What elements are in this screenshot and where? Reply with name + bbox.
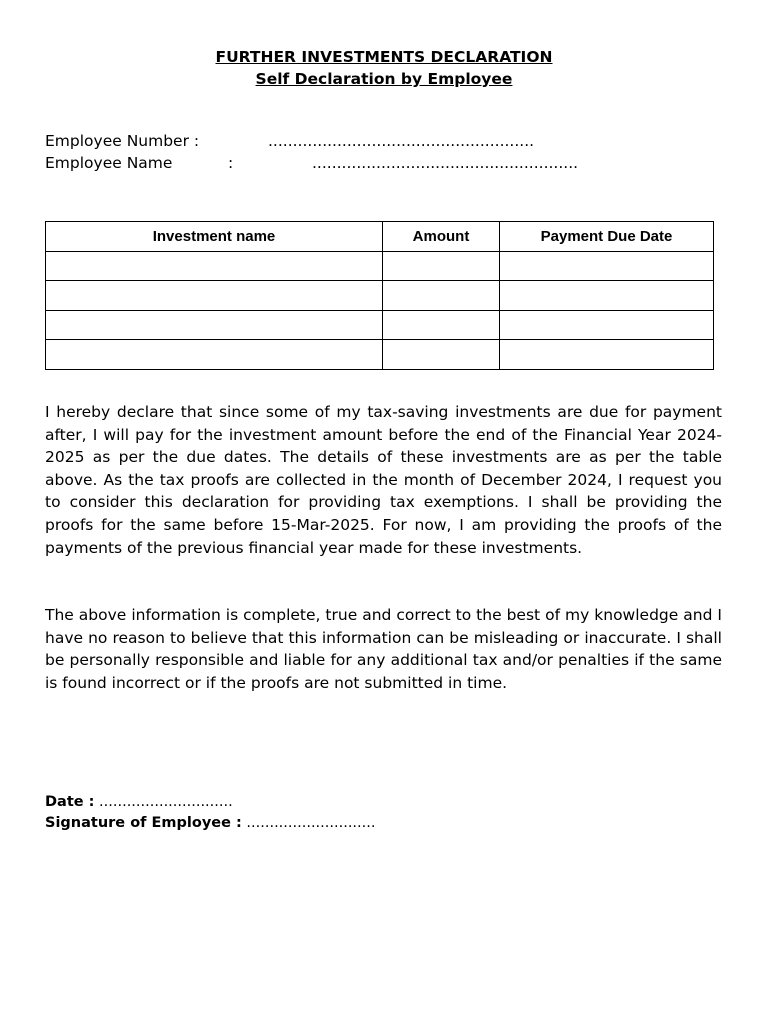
payment-due-date-cell[interactable] [500, 340, 714, 370]
payment-due-date-cell[interactable] [500, 281, 714, 311]
document-subtitle: Self Declaration by Employee [255, 70, 513, 88]
amount-cell[interactable] [383, 310, 500, 340]
employee-number-field[interactable]: ...................................................... [268, 132, 535, 150]
responsibility-paragraph: The above information is complete, true and correct to the best of my knowledge and I have no reason to believe that this information can be misleading or inaccurate. I shall be personally responsible and liable for any additional tax and/or penalties if the same is found incorrect or if the proofs are not submitted in time. [45, 606, 722, 692]
payment-due-date-cell[interactable] [500, 310, 714, 340]
employee-name-colon: : [228, 154, 234, 172]
column-header-investment-name: Investment name [46, 222, 383, 252]
investment-name-cell[interactable] [46, 340, 383, 370]
declaration-paragraph: I hereby declare that since some of my tax-saving investments are due for payment after, I will pay for the investment amount before the end of the Financial Year 2024-2025 as per the due dates. The details of these investments are as per the table above. As the tax proofs are collected in the month of December 2024, I request you to consider this declaration for providing tax exemptions. I shall be providing the proofs for the same before 15-Mar-2025. For now, I am providing the proofs of the payments of the previous financial year made for these investments. [45, 403, 722, 557]
signature-row [45, 813, 375, 833]
signature-label: Signature of Employee : [45, 815, 242, 831]
investment-name-cell[interactable] [46, 281, 383, 311]
payment-due-date-cell[interactable] [500, 251, 714, 281]
table-row [46, 340, 714, 370]
table-row [46, 251, 714, 281]
amount-cell[interactable] [383, 281, 500, 311]
amount-cell[interactable] [383, 251, 500, 281]
document-title: FURTHER INVESTMENTS DECLARATION [215, 48, 553, 66]
employee-name-field[interactable]: ...................................................... [312, 154, 579, 172]
investment-name-cell[interactable] [46, 310, 383, 340]
date-field[interactable]: ............................. [99, 794, 233, 810]
date-row [45, 792, 233, 812]
column-header-amount: Amount [383, 222, 500, 252]
table-row [46, 310, 714, 340]
employee-number-label: Employee Number : [45, 132, 200, 150]
amount-cell[interactable] [383, 340, 500, 370]
employee-name-label: Employee Name [45, 154, 173, 172]
document-header [0, 46, 768, 90]
investments-table [45, 221, 714, 370]
table-header-row [46, 222, 714, 252]
table-row [46, 281, 714, 311]
signature-field[interactable]: ............................ [246, 815, 376, 831]
date-label: Date : [45, 794, 95, 810]
column-header-payment-due-date: Payment Due Date [500, 222, 714, 252]
investment-name-cell[interactable] [46, 251, 383, 281]
